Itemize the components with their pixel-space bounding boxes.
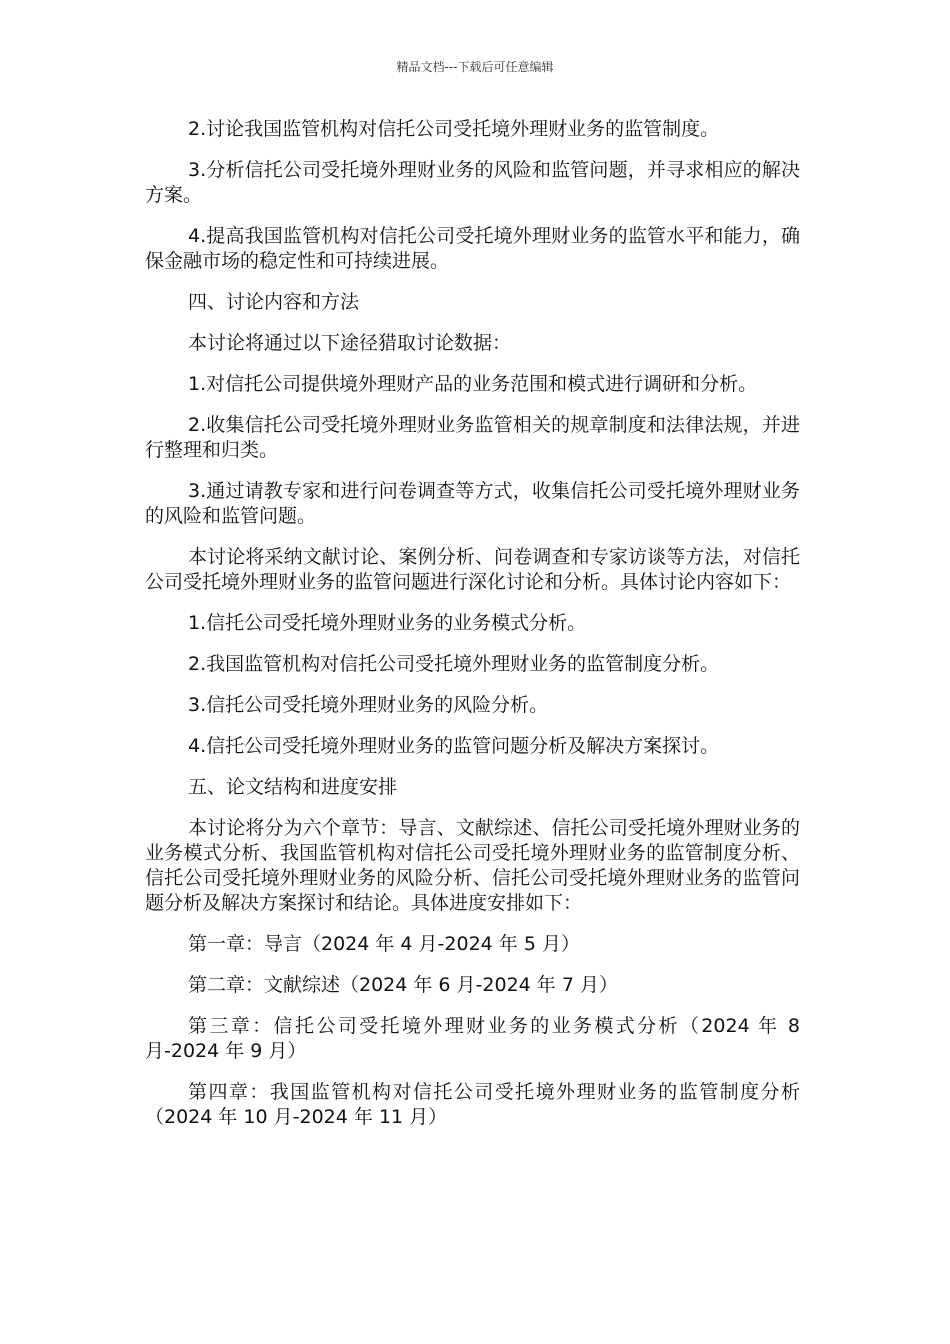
paragraph-chapter-2: 第二章：文献综述（2024 年 6 月-2024 年 7 月）: [188, 974, 618, 996]
section-heading-content-methods: 四、讨论内容和方法: [188, 291, 360, 313]
paragraph-objective-4: 4.提高我国监管机构对信托公司受托境外理财业务的监管水平和能力，确保金融市场的稳定性和可持续进展。: [145, 225, 800, 272]
paragraph-content-1: 1.信托公司受托境外理财业务的业务模式分析。: [188, 612, 587, 634]
paragraph-content-4: 4.信托公司受托境外理财业务的监管问题分析及解决方案探讨。: [188, 735, 720, 757]
paragraph-data-sources-intro: 本讨论将通过以下途径猎取讨论数据：: [188, 332, 512, 354]
paragraph-content-3: 3.信托公司受托境外理财业务的风险分析。: [188, 694, 549, 716]
paragraph-data-source-1: 1.对信托公司提供境外理财产品的业务范围和模式进行调研和分析。: [188, 373, 758, 395]
document-body: [145, 117, 800, 1146]
section-heading-structure-schedule: 五、论文结构和进度安排: [188, 776, 398, 798]
paragraph-chapter-1: 第一章：导言（2024 年 4 月-2024 年 5 月）: [188, 933, 580, 955]
paragraph-structure: 本讨论将分为六个章节：导言、文献综述、信托公司受托境外理财业务的业务模式分析、我国监管机构对信托公司受托境外理财业务的监管制度分析、信托公司受托境外理财业务的风险分析、信托公司受托境外理财业务的监管问题分析及解决方案探讨和结论。具体进度安排如下：: [145, 817, 800, 914]
paragraph-chapter-3: 第三章：信托公司受托境外理财业务的业务模式分析（2024 年 8 月-2024 年 9 月）: [145, 1015, 800, 1062]
paragraph-data-source-2: 2.收集信托公司受托境外理财业务监管相关的规章制度和法律法规，并进行整理和归类。: [145, 414, 800, 461]
paragraph-content-2: 2.我国监管机构对信托公司受托境外理财业务的监管制度分析。: [188, 653, 720, 675]
paragraph-objective-2: 2.讨论我国监管机构对信托公司受托境外理财业务的监管制度。: [188, 118, 720, 140]
paragraph-objective-3: 3.分析信托公司受托境外理财业务的风险和监管问题，并寻求相应的解决方案。: [145, 159, 800, 206]
paragraph-methods: 本讨论将采纳文献讨论、案例分析、问卷调查和专家访谈等方法，对信托公司受托境外理财业务的监管问题进行深化讨论和分析。具体讨论内容如下：: [145, 546, 800, 593]
page-header: 精品文档---下载后可任意编辑: [396, 60, 554, 74]
paragraph-data-source-3: 3.通过请教专家和进行问卷调查等方式，收集信托公司受托境外理财业务的风险和监管问题。: [145, 480, 800, 527]
paragraph-chapter-4: 第四章：我国监管机构对信托公司受托境外理财业务的监管制度分析（2024 年 10 月-2024 年 11 月）: [145, 1081, 800, 1128]
